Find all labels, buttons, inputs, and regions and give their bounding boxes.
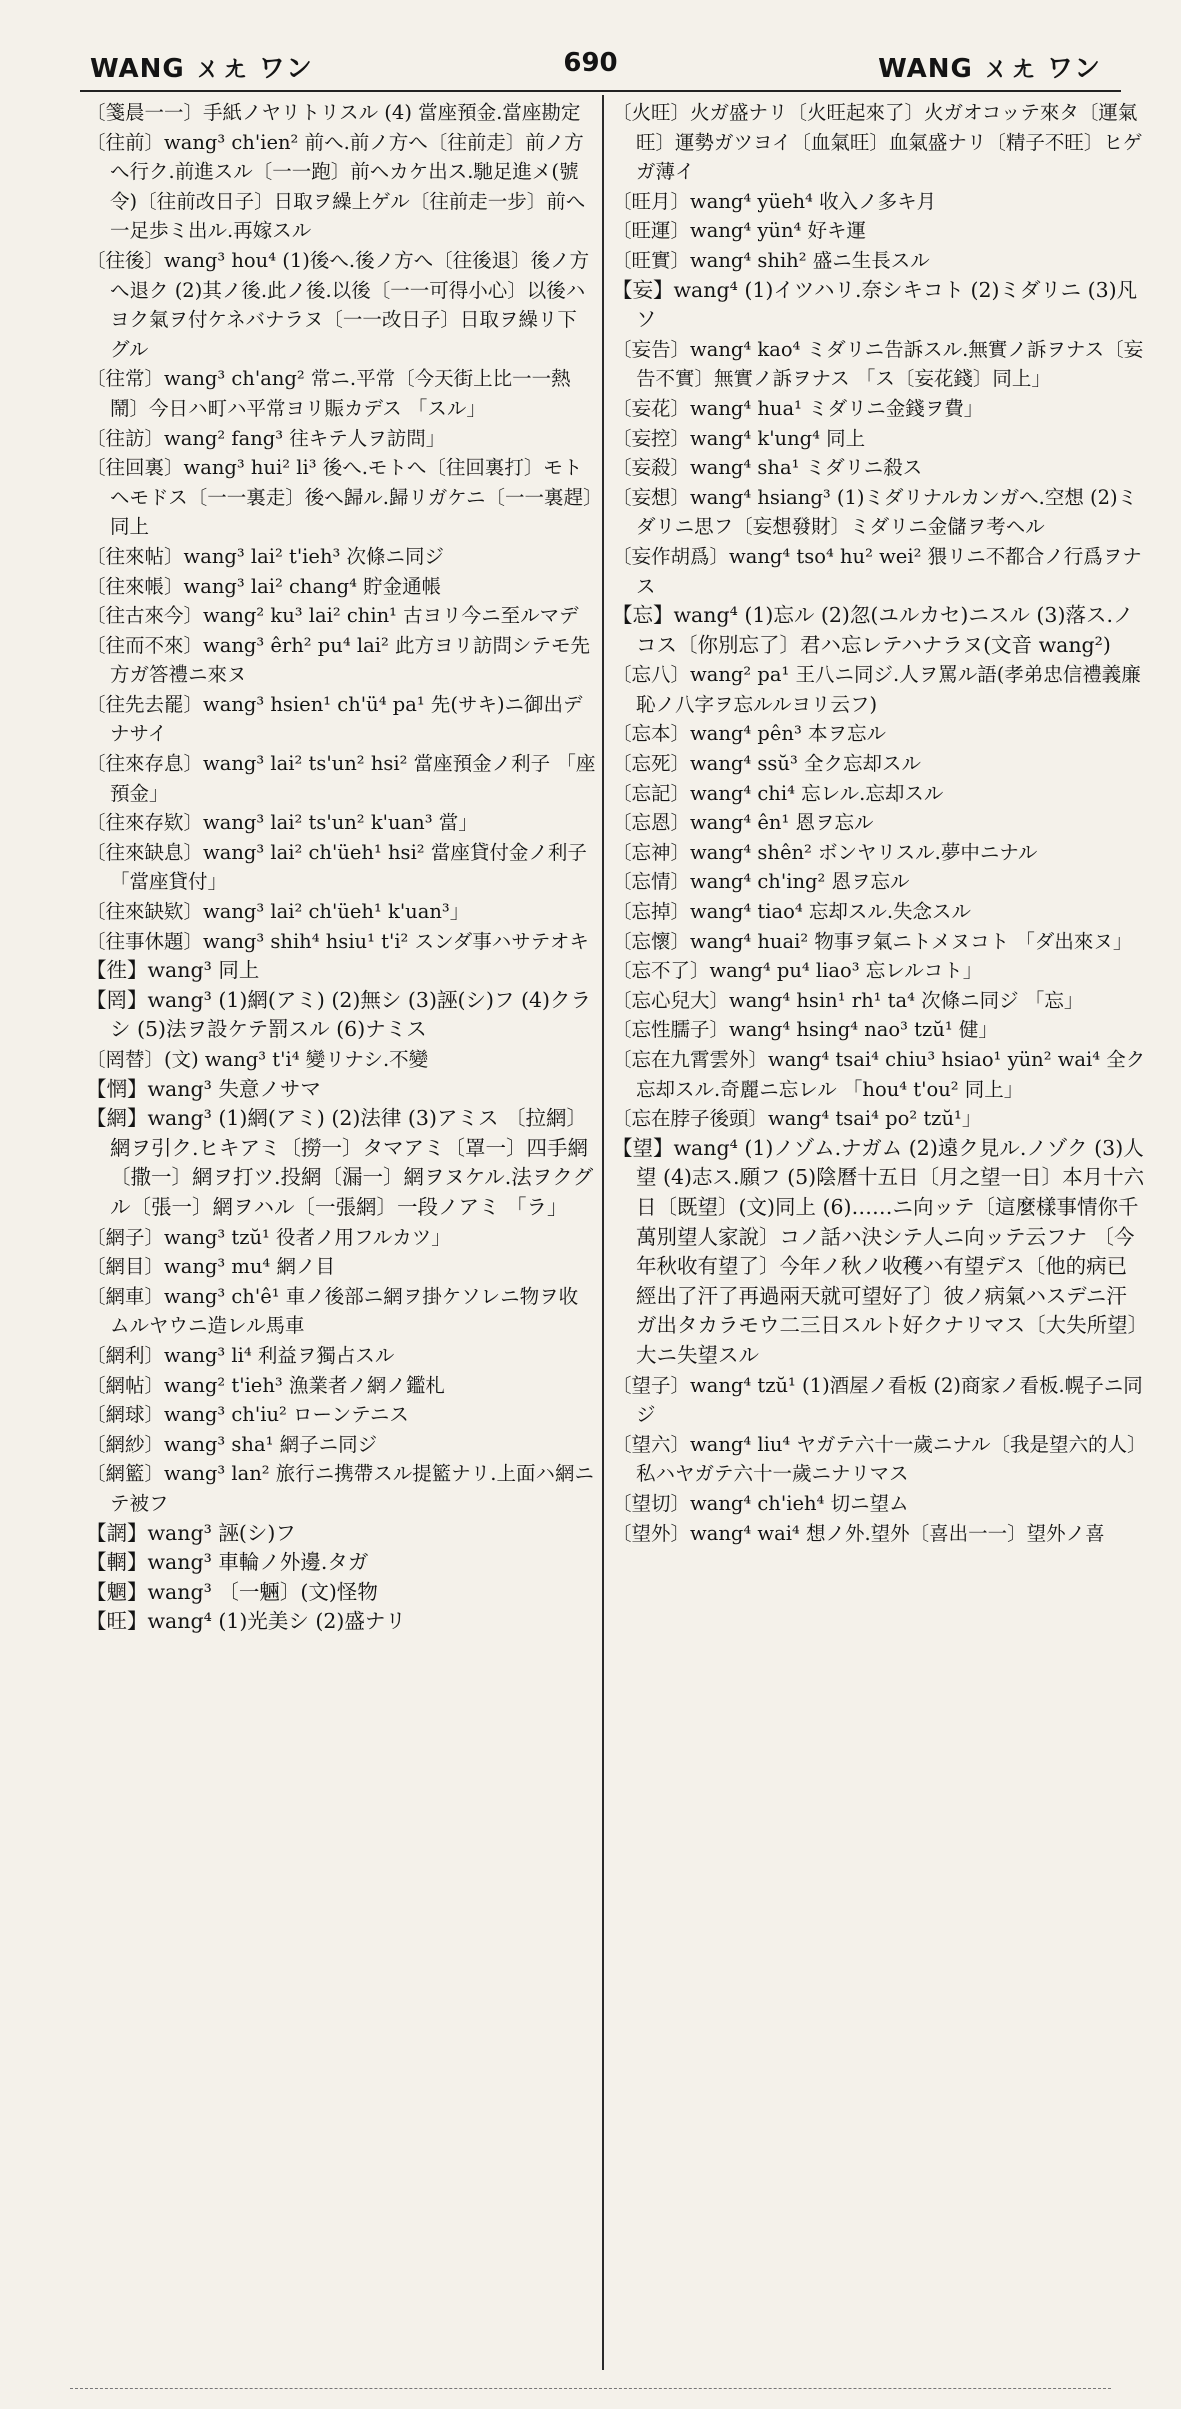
dictionary-entry: 〔忘八〕wang² pa¹ 王八ニ同ジ.人ヲ罵ル語(孝弟忠信禮義廉恥ノ八字ヲ忘ルルヨリ云フ) bbox=[612, 663, 1141, 716]
dictionary-entry: 〔妄殺〕wang⁴ sha¹ ミダリニ殺ス bbox=[612, 456, 923, 480]
dictionary-entry: 〔往後〕wang³ hou⁴ (1)後へ.後ノ方へ〔往後退〕後ノ方へ退ク (2)其ノ後.此ノ後.以後〔一一可得小心〕以後ハヨク氣ヲ付ケネバナラヌ〔一一改日子〕日取ヲ繰リ下グル bbox=[86, 248, 590, 361]
dictionary-entry: 【誷】wang³ 誣(シ)フ bbox=[86, 1520, 296, 1545]
dictionary-entry: 〔網利〕wang³ li⁴ 利益ヲ獨占スル bbox=[86, 1343, 395, 1367]
dictionary-entry: 〔忘掉〕wang⁴ tiao⁴ 忘却スル.失念スル bbox=[612, 900, 972, 924]
dictionary-entry: 〔往來缺息〕wang³ lai² ch'üeh¹ hsi² 當座貸付金ノ利子 「當座貸付」 bbox=[86, 840, 587, 894]
dictionary-entry: 〔望六〕wang⁴ liu⁴ ヤガテ六十一歲ニナル〔我是望六的人〕私ハヤガテ六十一歲ニナリマス bbox=[612, 1432, 1147, 1486]
dictionary-entry: 【輞】wang³ 車輪ノ外邊.タガ bbox=[86, 1550, 369, 1575]
header-right-guide-word: WANG ㄨㄤ ワン bbox=[878, 54, 1101, 84]
dictionary-entry: 〔旺運〕wang⁴ yün⁴ 好キ運 bbox=[612, 219, 867, 243]
dictionary-entry: 〔往常〕wang³ ch'ang² 常ニ.平常〔今天街上比一一熱鬧〕今日ハ町ハ平常ヨリ賑カデス 「スル」 bbox=[86, 367, 571, 420]
dictionary-entry: 〔望切〕wang⁴ ch'ieh⁴ 切ニ望ム bbox=[612, 1491, 909, 1515]
dictionary-entry: 〔往來缺欵〕wang³ lai² ch'üeh¹ k'uan³」 bbox=[86, 900, 470, 924]
dictionary-entry: 〔往來存息〕wang³ lai² ts'un² hsi² 當座預金ノ利子 「座預金」 bbox=[86, 752, 596, 805]
dictionary-entry: 【網】wang³ (1)網(アミ) (2)法律 (3)アミス 〔拉網〕網ヲ引ク.ヒキアミ〔撈一〕タマアミ〔罩一〕四手網〔撒一〕網ヲ打ツ.投網〔漏一〕網ヲヌケル.法ヲクグル〔張一〕網ヲハル〔一張網〕一段ノアミ 「ラ」 bbox=[86, 1106, 594, 1219]
column-divider bbox=[602, 95, 604, 2370]
dictionary-entry: 〔忘記〕wang⁴ chi⁴ 忘レル.忘却スル bbox=[612, 781, 944, 805]
dictionary-entry: 〔忘本〕wang⁴ pên³ 本ヲ忘ル bbox=[612, 722, 886, 746]
dictionary-entry: 〔忘懷〕wang⁴ huai² 物事ヲ氣ニトメヌコト 「ダ出來ヌ」 bbox=[612, 929, 1133, 953]
dictionary-entry: 【惘】wang³ 失意ノサマ bbox=[86, 1076, 321, 1101]
dictionary-entry: 〔箋晨一一〕手紙ノヤリトリスル (4) 當座預金.當座勘定 bbox=[86, 101, 581, 124]
dictionary-entry: 〔忘性臑子〕wang⁴ hsing⁴ nao³ tzŭ¹ 健」 bbox=[612, 1018, 998, 1042]
dictionary-entry: 〔網子〕wang³ tzŭ¹ 役者ノ用フルカツ」 bbox=[86, 1225, 451, 1249]
dictionary-entry: 〔忘不了〕wang⁴ pu⁴ liao³ 忘レルコト」 bbox=[612, 959, 983, 983]
dictionary-entry: 〔妄想〕wang⁴ hsiang³ (1)ミダリナルカンガへ.空想 (2)ミダリニ思フ〔妄想發財〕ミダリニ金儲ヲ考ヘル bbox=[612, 485, 1138, 539]
dictionary-entry: 〔忘在九霄雲外〕wang⁴ tsai⁴ chiu³ hsiao¹ yün² wai⁴ 全ク忘却スル.奇麗ニ忘レル 「hou⁴ t'ou² 同上」 bbox=[612, 1048, 1146, 1101]
dictionary-entry: 【忘】wang⁴ (1)忘ル (2)忽(ユルカセ)ニスル (3)落ス.ノコス〔你別忘了〕君ハ忘レテハナラヌ(文音 wang²) bbox=[612, 603, 1134, 657]
dictionary-entry: 〔旺實〕wang⁴ shih² 盛ニ生長スル bbox=[612, 248, 930, 272]
dictionary-entry: 【徃】wang³ 同上 bbox=[86, 958, 260, 983]
page-bottom-edge bbox=[70, 2388, 1111, 2389]
dictionary-entry: 〔往古來今〕wang² ku³ lai² chin¹ 古ヨリ今ニ至ルマデ bbox=[86, 604, 579, 628]
dictionary-entry: 〔往事休題〕wang³ shih⁴ hsiu¹ t'i² スンダ事ハサテオキ bbox=[86, 929, 589, 953]
dictionary-entry: 【望】wang⁴ (1)ノゾム.ナガム (2)遠ク見ル.ノゾク (3)人望 (4)志ス.願フ (5)陰曆十五日〔月之望一日〕本月十六日〔既望〕(文)同上 (6)……ニ向ッテ〔這麼樣事情你千萬別望人家說〕コノ話ハ決シテ人ニ向ッテ云フナ 〔今年秋收有望了〕今年ノ秋ノ收穫ハ有望デス〔他的病已經出了汗了再過兩天就可望好了〕彼ノ病氣ハスデニ汗ガ出タカラモウ二三日スルト好クナリマス〔大失所望〕大ニ失望スル bbox=[612, 1135, 1145, 1367]
dictionary-entry: 〔火旺〕火ガ盛ナリ〔火旺起來了〕火ガオコッテ來タ〔運氣旺〕運勢ガツヨイ〔血氣旺〕血氣盛ナリ〔精子不旺〕ヒゲガ薄イ bbox=[612, 101, 1143, 184]
dictionary-entry: 〔往而不來〕wang³ êrh² pu⁴ lai² 此方ヨリ訪問シテモ先方ガ答禮ニ來ヌ bbox=[86, 633, 590, 687]
dictionary-entry: 〔妄作胡爲〕wang⁴ tso⁴ hu² wei² 猥リニ不都合ノ行爲ヲナス bbox=[612, 544, 1142, 598]
dictionary-entry: 〔忘心兒大〕wang⁴ hsin¹ rh¹ ta⁴ 次條ニ同ジ 「忘」 bbox=[612, 988, 1084, 1012]
dictionary-entry: 〔往前〕wang³ ch'ien² 前へ.前ノ方へ〔往前走〕前ノ方へ行ク.前進スル〔一一跑〕前ヘカケ出ス.馳足進メ(號令)〔往前改日子〕日取ヲ繰上ゲル〔往前走一步〕前へ一足歩ミ出ル.再嫁スル bbox=[86, 130, 586, 243]
dictionary-entry: 〔妄花〕wang⁴ hua¹ ミダリニ金錢ヲ費」 bbox=[612, 396, 984, 420]
dictionary-entry: 【妄】wang⁴ (1)イツハリ.奈シキコト (2)ミダリニ (3)凡ソ bbox=[612, 277, 1138, 332]
dictionary-entry: 〔往回裏〕wang³ hui² li³ 後へ.モトへ〔往回裏打〕モトヘモドス〔一一裏走〕後へ歸ル.歸リガケニ〔一一裏趕〕同上 bbox=[86, 456, 593, 539]
dictionary-entry: 〔往來存欵〕wang³ lai² ts'un² k'uan³ 當」 bbox=[86, 811, 478, 835]
header-rule bbox=[80, 90, 1121, 92]
dictionary-entry: 〔網紗〕wang³ sha¹ 網子ニ同ジ bbox=[86, 1432, 378, 1456]
dictionary-entry: 〔忘在脖子後頭〕wang⁴ tsai⁴ po² tzŭ¹」 bbox=[612, 1107, 982, 1131]
dictionary-entry: 〔忘恩〕wang⁴ ên¹ 恩ヲ忘ル bbox=[612, 811, 874, 835]
header-left-guide-word: WANG ㄨㄤ ワン bbox=[90, 54, 313, 84]
dictionary-entry: 〔網籃〕wang³ lan² 旅行ニ携帶スル提籃ナリ.上面ハ網ニテ被フ bbox=[86, 1462, 595, 1515]
dictionary-entry: 〔往來帳〕wang³ lai² chang⁴ 貯金通帳 bbox=[86, 574, 442, 598]
dictionary-entry: 【魍】wang³ 〔一魎〕(文)怪物 bbox=[86, 1579, 378, 1604]
dictionary-entry: 〔望外〕wang⁴ wai⁴ 想ノ外.望外〔喜出一一〕望外ノ喜 bbox=[612, 1521, 1105, 1545]
dictionary-entry: 〔忘神〕wang⁴ shên² ボンヤリスル.夢中ニナル bbox=[612, 840, 1038, 864]
dictionary-entry: 【罔】wang³ (1)網(アミ) (2)無シ (3)誣(シ)フ (4)クラシ (5)法ヲ設ケテ罰スル (6)ナミス bbox=[86, 987, 592, 1042]
left-column bbox=[86, 98, 596, 1637]
dictionary-entry: 〔網車〕wang³ ch'ê¹ 車ノ後部ニ網ヲ掛ケソレニ物ヲ收ムルヤウニ造レル馬車 bbox=[86, 1284, 579, 1338]
dictionary-entry: 〔網球〕wang³ ch'iu² ローンテニス bbox=[86, 1403, 409, 1427]
dictionary-entry: 〔網目〕wang³ mu⁴ 網ノ目 bbox=[86, 1255, 335, 1279]
dictionary-entry: 〔罔替〕(文) wang³ t'i⁴ 變リナシ.不變 bbox=[86, 1048, 429, 1071]
dictionary-entry: 〔妄告〕wang⁴ kao⁴ ミダリニ告訴スル.無實ノ訴ヲナス〔妄告不實〕無實ノ訴ヲナス 「ス〔妄花錢〕同上」 bbox=[612, 337, 1144, 391]
dictionary-entry: 〔往訪〕wang² fang³ 往キテ人ヲ訪問」 bbox=[86, 426, 446, 450]
dictionary-entry: 〔往來帖〕wang³ lai² t'ieh³ 次條ニ同ジ bbox=[86, 544, 445, 568]
dictionary-entry: 〔望子〕wang⁴ tzŭ¹ (1)酒屋ノ看板 (2)商家ノ看板.幌子ニ同ジ bbox=[612, 1373, 1143, 1427]
dictionary-entry: 〔旺月〕wang⁴ yüeh⁴ 收入ノ多キ月 bbox=[612, 189, 937, 213]
dictionary-entry: 〔往先去罷〕wang³ hsien¹ ch'ü⁴ pa¹ 先(サキ)ニ御出デナサイ bbox=[86, 692, 583, 746]
dictionary-entry: 〔忘死〕wang⁴ ssŭ³ 全ク忘却スル bbox=[612, 752, 921, 776]
page-header bbox=[60, 48, 1121, 88]
dictionary-entry: 〔忘情〕wang⁴ ch'ing² 恩ヲ忘ル bbox=[612, 870, 910, 894]
dictionary-entry: 〔網帖〕wang² t'ieh³ 漁業者ノ網ノ鑑札 bbox=[86, 1373, 445, 1397]
dictionary-entry: 〔妄控〕wang⁴ k'ung⁴ 同上 bbox=[612, 426, 866, 450]
dictionary-entry: 【旺】wang⁴ (1)光美シ (2)盛ナリ bbox=[86, 1609, 406, 1634]
right-column bbox=[612, 98, 1147, 1548]
page-number: 690 bbox=[563, 48, 618, 78]
